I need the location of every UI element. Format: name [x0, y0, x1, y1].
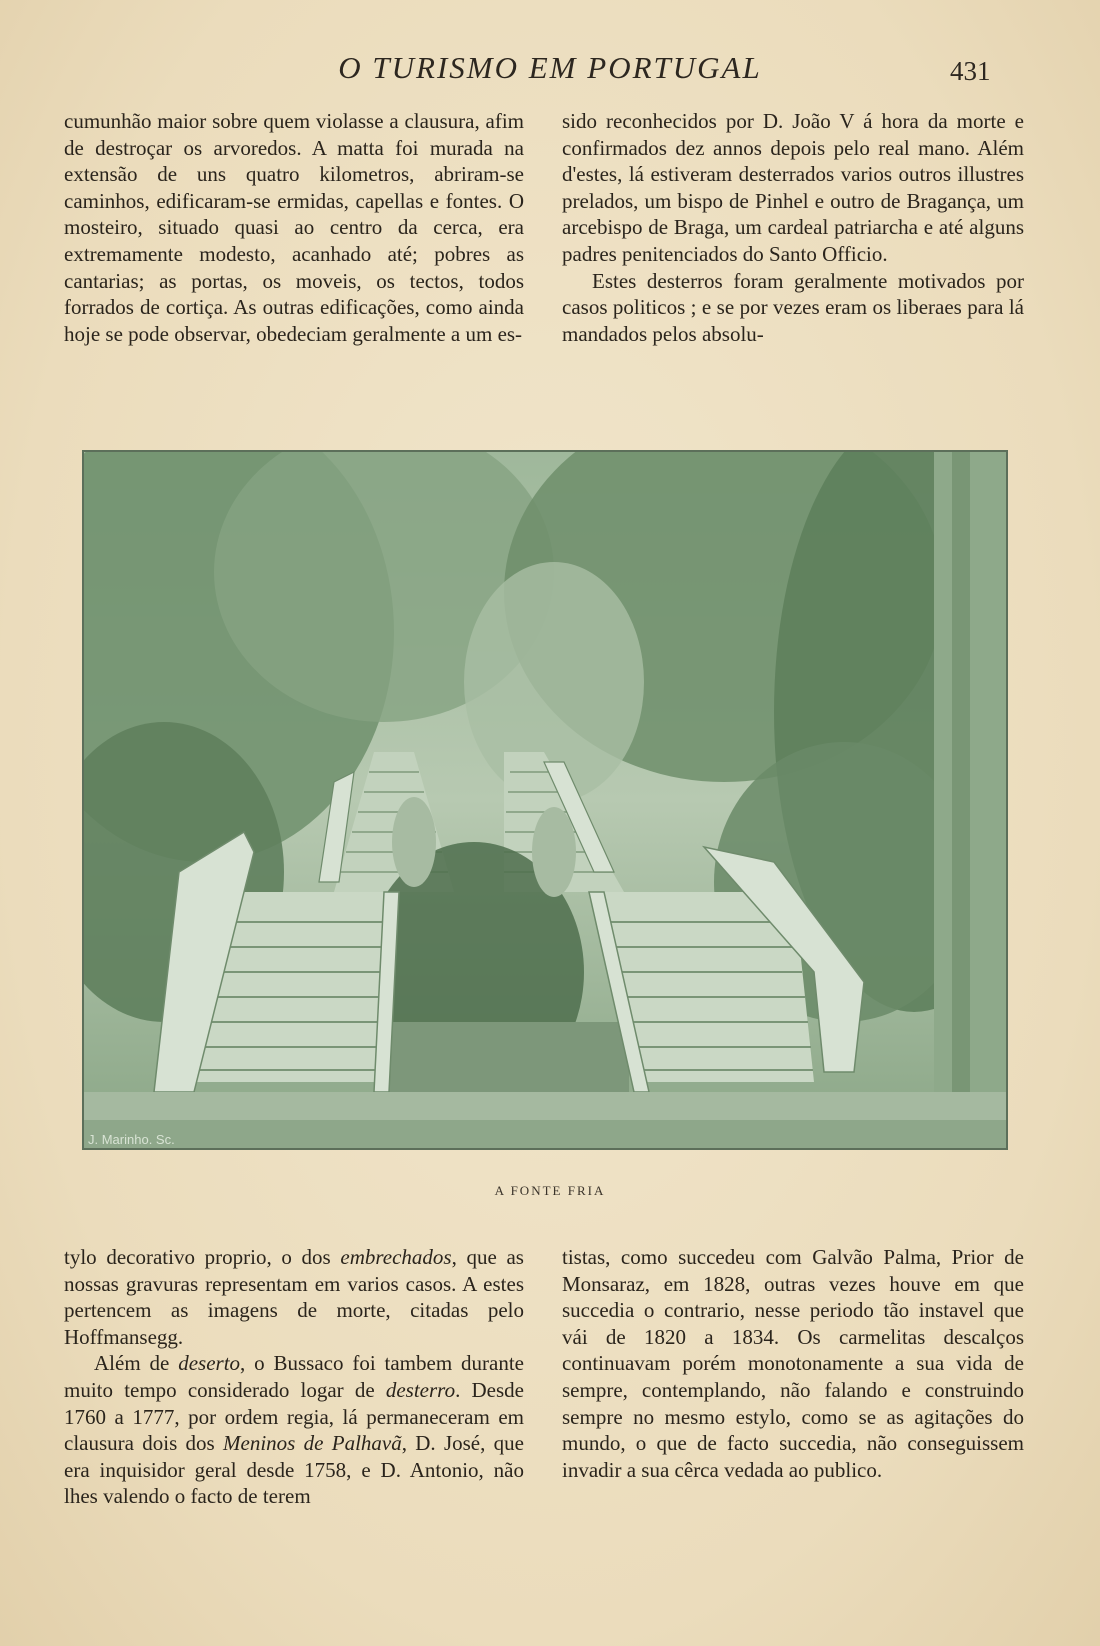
bottom-right-column	[562, 1244, 1024, 1483]
italic-term: desterro	[385, 1377, 456, 1402]
running-head-title: O TURISMO EM PORTUGAL	[338, 50, 762, 85]
stairway-engraving	[84, 452, 1006, 1148]
bottom-left-column	[64, 1244, 524, 1510]
top-left-column	[64, 108, 524, 347]
text-run: . Desde 1760 a 1777, por ordem regia, lá permaneceram em clausura dois dos	[64, 1377, 524, 1456]
text-run: tylo decorativo proprio, o dos	[64, 1245, 341, 1269]
paragraph	[64, 1350, 524, 1510]
text-run: Além de	[94, 1351, 179, 1376]
italic-term: Meninos de Palhavã	[223, 1431, 402, 1456]
text-run: , o Bussaco foi tambem durante muito tempo considerado logar de	[64, 1351, 525, 1402]
top-right-column	[562, 108, 1024, 347]
paragraph: sido reconhecidos por D. João V á hora da morte e confirmados dez annos depois pelo real mano. Além d'estes, lá estiveram desterrados varios outros illustres prelados, um bispo de Pinhel e outro de Bragança, um arcebispo de Braga, um cardeal patriarcha e até alguns padres penitenciados do Santo Officio.	[562, 109, 1024, 266]
text-run: , D. José, que era inquisidor geral desde 1758, e D. Antonio, não lhes valendo o facto de terem	[64, 1431, 524, 1509]
paragraph: Estes desterros foram geralmente motivados por casos politicos ; e se por vezes eram os liberaes para lá mandados pelos absolu-	[562, 268, 1024, 346]
italic-term: deserto	[178, 1351, 241, 1376]
figure-caption: A FONTE FRIA	[494, 1183, 606, 1198]
figure-fonte-fria	[82, 450, 1008, 1150]
paragraph: cumunhão maior sobre quem violasse a clausura, afim de destroçar os arvoredos. A matta foi murada na extensão de uns quatro kilometros, abriram-se caminhos, edificaram-se ermidas, capellas e fontes. O mosteiro, situado quasi ao centro da cerca, era extremamente modesto, acanhado até; pobres as cantarias; as portas, os moveis, os tectos, todos forrados de cortiça. As outras edificações, como ainda hoje se pode observar, obedeciam geralmente a um es-	[64, 109, 524, 346]
italic-term: embrechados	[340, 1245, 452, 1269]
paragraph	[64, 1244, 524, 1350]
engraver-signature: J. Marinho. Sc.	[88, 1132, 175, 1147]
text-run: , que as nossas gravuras representam em varios casos. A estes pertencem as imagens de morte, citadas pelo Hoffmansegg.	[64, 1245, 524, 1349]
page-number: 431	[950, 56, 991, 86]
paragraph: tistas, como succedeu com Galvão Palma, Prior de Monsaraz, em 1828, outras vezes houve em que succedia o contrario, nesse periodo tão instavel que vái de 1820 a 1834. Os carmelitas descalços continuavam porém monotonamente a sua vida de sempre, contemplando, não falando e construindo sempre no mesmo estylo, como se as agitações do mundo, o que de facto succedia, não conseguissem invadir a sua cêrca vedada ao publico.	[562, 1245, 1024, 1482]
